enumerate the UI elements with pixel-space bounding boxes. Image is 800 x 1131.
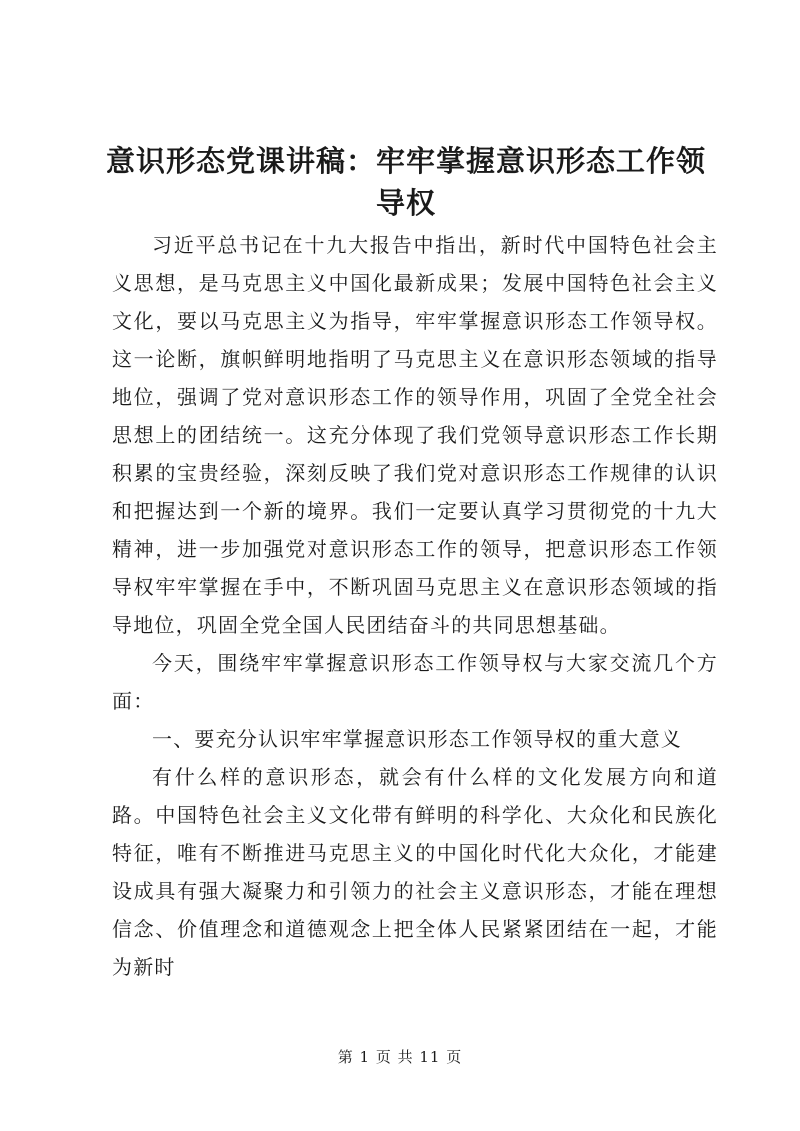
paragraph-section-1: 有什么样的意识形态，就会有什么样的文化发展方向和道路。中国特色社会主义文化带有鲜明的科学化、大众化和民族化特征，唯有不断推进马克思主义的中国化时代化大众化，才能建设成具有强大凝聚力和引领力的社会主义意识形态，才能在理想信念、价值理念和道德观念上把全体人民紧紧团结在一起，才能为新时 — [112, 765, 718, 979]
paragraph-topics: 今天，围绕牢牢掌握意识形态工作领导权与大家交流几个方面： — [112, 651, 718, 713]
paragraph-intro: 习近平总书记在十九大报告中指出，新时代中国特色社会主义思想，是马克思主义中国化最新成果；发展中国特色社会主义文化，要以马克思主义为指导，牢牢掌握意识形态工作领导权。这一论断，旗帜鲜明地指明了马克思主义在意识形态领域的指导地位，强调了党对意识形态工作的领导作用，巩固了全党全社会思想上的团结统一。这充分体现了我们党领导意识形态工作长期积累的宝贵经验，深刻反映了我们党对意识形态工作规律的认识和把握达到一个新的境界。我们一定要认真学习贯彻党的十九大精神，进一步加强党对意识形态工作的领导，把意识形态工作领导权牢牢掌握在手中，不断巩固马克思主义在意识形态领域的指导地位，巩固全党全国人民团结奋斗的共同思想基础。 — [112, 233, 718, 637]
page-number-footer: 第 1 页 共 11 页 — [337, 1048, 463, 1066]
document-body — [112, 226, 718, 986]
section-heading-1: 一、要充分认识牢牢掌握意识形态工作领导权的重大意义 — [152, 727, 682, 751]
document-title: 意识形态党课讲稿：牢牢掌握意识形态工作领导权 — [105, 144, 706, 220]
